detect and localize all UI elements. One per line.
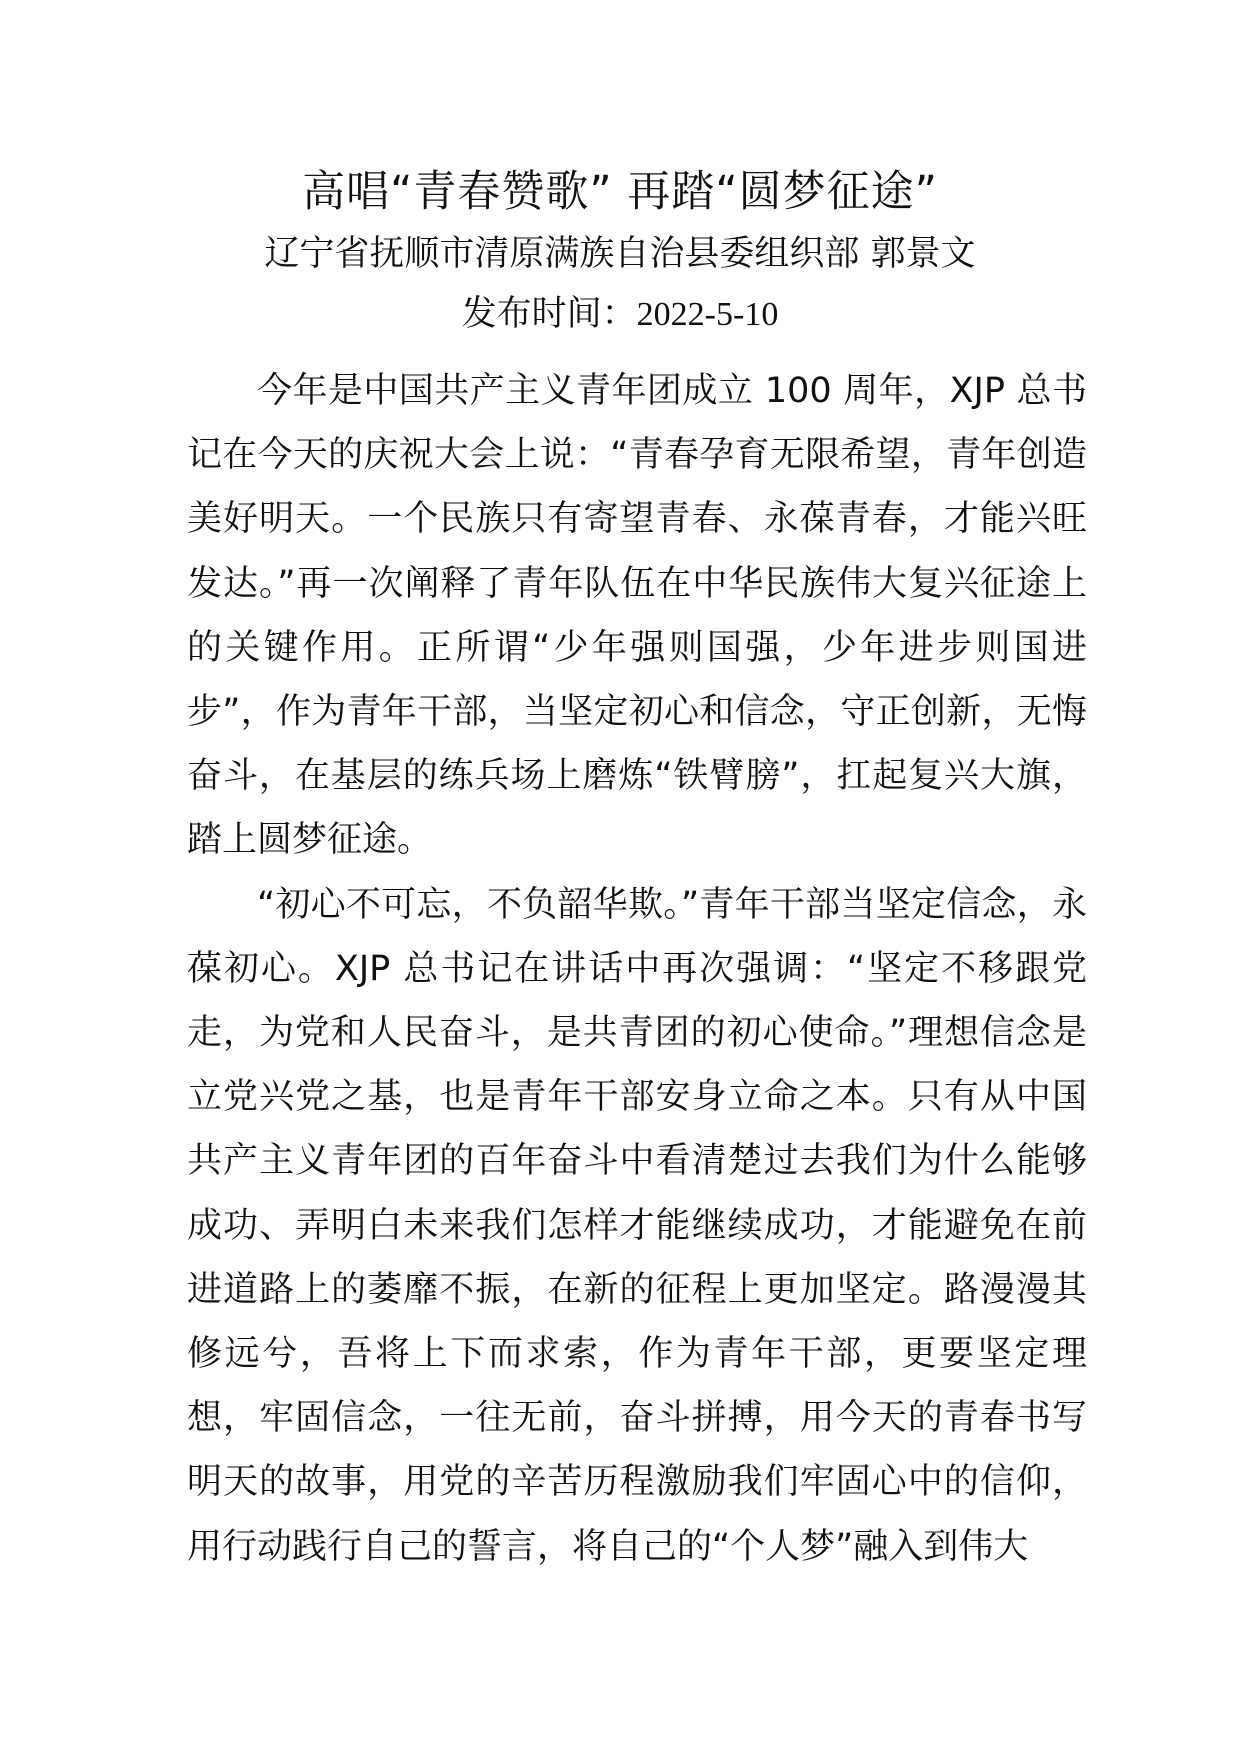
- publish-date: [150, 284, 1090, 345]
- document-header: [150, 160, 1090, 345]
- document-author: 辽宁省抚顺市清原满族自治县委组织部 郭景文: [264, 234, 976, 274]
- paragraph: 今年是中国共产主义青年团成立 100 周年，XJP 总书记在今天的庆祝大会上说：“青春孕育无限希望，青年创造美好明天。一个民族只有寄望青春、永葆青春，才能兴旺发达。”再一次阐释了青年队伍在中华民族伟大复兴征途上的关键作用。正所谓“少年强则国强，少年进步则国进步”，作为青年干部，当坚定初心和信念，守正创新，无悔奋斗，在基层的练兵场上磨炼“铁臂膀”，扛起复兴大旗，踏上圆梦征途。: [187, 371, 1087, 861]
- document-title: 高唱“青春赞歌” 再踏“圆梦征途”: [302, 167, 938, 217]
- publish-date-label: 发布时间：: [461, 294, 637, 334]
- document-body: [187, 359, 1087, 1579]
- publish-date-value: 2022-5-10: [636, 296, 779, 333]
- paragraph: “初心不可忘，不负韶华欺。”青年干部当坚定信念，永葆初心。XJP 总书记在讲话中再次强调：“坚定不移跟党走，为党和人民奋斗，是共青团的初心使命。”理想信念是立党兴党之基，也是青年干部安身立命之本。只有从中国共产主义青年团的百年奋斗中看清楚过去我们为什么能够成功、弄明白未来我们怎样才能继续成功，才能避免在前进道路上的萎靡不振，在新的征程上更加坚定。路漫漫其修远兮，吾将上下而求索，作为青年干部，更要坚定理想，牢固信念，一往无前，奋斗拼搏，用今天的青春书写明天的故事，用党的辛苦历程激励我们牢固心中的信仰，用行动践行自己的誓言，将自己的“个人梦”融入到伟大: [187, 884, 1087, 1567]
